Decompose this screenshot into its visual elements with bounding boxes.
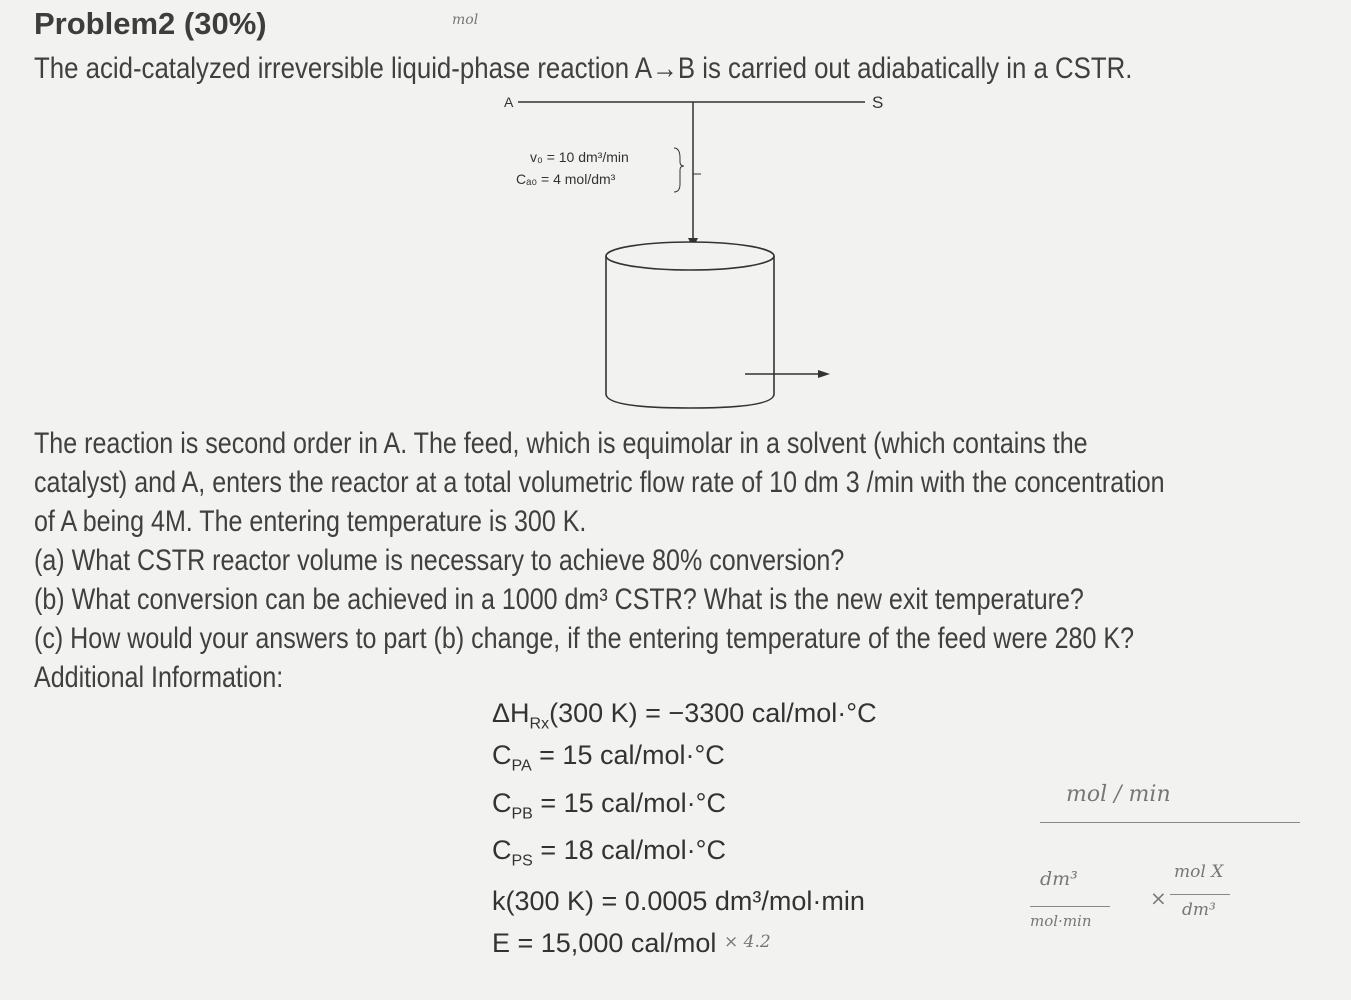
label-a: A <box>504 94 514 110</box>
cstr-diagram <box>490 88 890 418</box>
body-line-1: The reaction is second order in A. The feed, which is equimolar in a solvent (which contains the <box>34 427 1088 460</box>
feed-brace <box>674 148 684 192</box>
equation-activation-energy: E = 15,000 cal/mol <box>492 928 717 958</box>
equation-heat-of-reaction: $\Delta H_{Rx}(300$ K) = −3300 cal/mol·°C <box>492 698 877 733</box>
handwritten-fraction-1-denominator: mol·min <box>1030 912 1092 930</box>
equation-cpb: $C_{PB} = 15$ cal/mol·°C <box>492 788 726 823</box>
handwritten-fraction-2-denominator: dm³ <box>1182 900 1216 920</box>
handwritten-top-note: mol <box>452 12 479 28</box>
equation-rate-constant: k(300 K) = 0.0005 dm³/mol·min <box>492 886 865 916</box>
equation-cpa: $C_{PA} = 15$ cal/mol·°C <box>492 740 725 775</box>
question-b: (b) What conversion can be achieved in a 1000 dm³ CSTR? What is the new exit temperature? <box>34 583 1084 616</box>
handwritten-underline <box>1040 822 1300 823</box>
handwritten-fraction-2-numerator: mol X <box>1174 862 1224 882</box>
label-s: S <box>872 93 884 112</box>
additional-info-heading: Additional Information: <box>34 661 284 694</box>
tank-bottom <box>606 394 774 408</box>
feed-flow-rate: v₀ = 10 dm³/min <box>530 149 629 165</box>
problem-body <box>34 424 1337 697</box>
body-line-3: of A being 4M. The entering temperature is 300 K. <box>34 505 587 538</box>
cstr-diagram-svg <box>490 88 890 418</box>
handwritten-e-note: × 4.2 <box>724 932 771 952</box>
problem-title: Problem2 (30%) <box>34 6 267 41</box>
exit-arrow-head <box>818 370 830 378</box>
feed-concentration: Cₐ₀ = 4 mol/dm³ <box>516 171 616 187</box>
handwritten-fraction-2-bar <box>1170 894 1230 895</box>
handwritten-times: × <box>1150 886 1167 910</box>
body-line-2: catalyst) and A, enters the reactor at a total volumetric flow rate of 10 dm 3 /min with the concentration <box>34 466 1165 499</box>
problem-intro: The acid-catalyzed irreversible liquid-phase reaction A→B is carried out adiabatically in a CSTR. <box>34 52 1133 85</box>
equation-cps: $C_{PS} = 18$ cal/mol·°C <box>492 835 726 870</box>
handwritten-unit-note: mol / min <box>1066 782 1171 807</box>
handwritten-fraction-1-numerator: dm³ <box>1040 868 1078 890</box>
handwritten-fraction-1-bar <box>1030 906 1110 907</box>
question-a: (a) What CSTR reactor volume is necessary to achieve 80% conversion? <box>34 544 845 577</box>
tank-top <box>606 242 774 270</box>
question-c: (c) How would your answers to part (b) change, if the entering temperature of the feed were 280 K? <box>34 622 1135 655</box>
